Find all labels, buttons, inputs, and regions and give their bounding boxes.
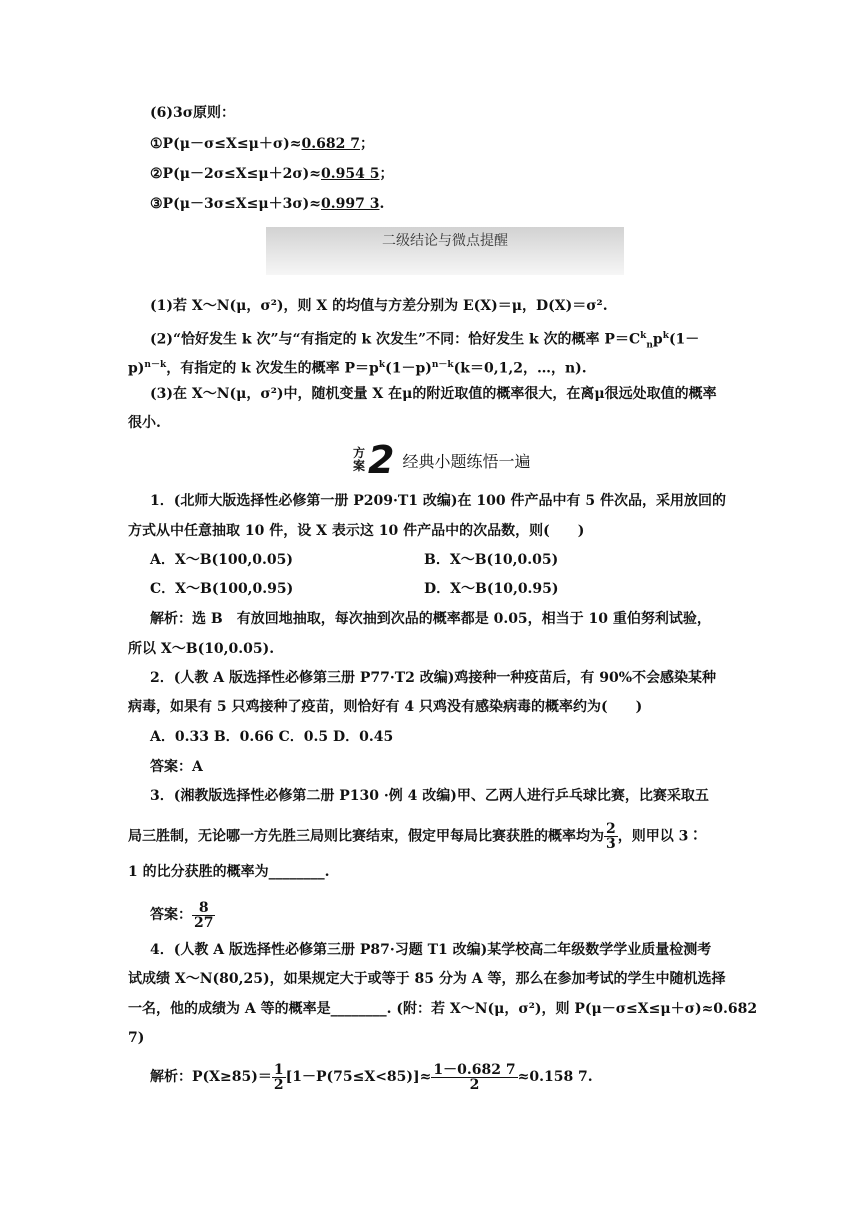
q1-analysis-line1: 解析：选 B 有放回地抽取，每次抽到次品的概率都是 0.05，相当于 10 重伯努利试验， (150, 611, 711, 627)
q4-line1: 4．(人教 A 版选择性必修第三册 P87·习题 T1 改编)某学校高二年级数学学业质量检测考 (150, 942, 712, 958)
q1-option-c: C．X～B(100,0.95) (150, 581, 294, 597)
q1-line1: 1．(北师大版选择性必修第一册 P209·T1 改编)在 100 件产品中有 5 件次品，采用放回的 (150, 493, 726, 509)
q4-fraction-half: $\frac{1}{2}$ (273, 1061, 284, 1093)
rule-3: ③P(μ－3σ≤X≤μ＋3σ)≈0.997 3. (150, 196, 385, 212)
conclusion-3-line2: 很小. (128, 415, 161, 431)
q2-answer: 答案：A (150, 759, 203, 775)
q3-line3: 1 的比分获胜的概率为________. (128, 864, 330, 880)
q2-options: A．0.33 B．0.66 C．0.5 D．0.45 (150, 729, 394, 745)
section-2-label: 方 案 (352, 446, 365, 473)
q1-option-a: A．X～B(100,0.05) (150, 552, 294, 568)
rule-1: ①P(μ－σ≤X≤μ＋σ)≈0.682 7； (150, 136, 374, 152)
q3-fraction: $\frac{2}{3}$ (606, 821, 616, 852)
q3-answer-fraction: $\frac{8}{27}$ (194, 899, 214, 931)
q4-analysis: 解析：P(X≥85)＝ $\frac{1}{2}$ [1－P(75≤X<85)]≈ $\frac{1-0.682 7}{2}$ ≈0.158 7. (150, 1061, 593, 1093)
q1-analysis-line2: 所以 X～B(10,0.05). (128, 641, 275, 657)
q4-line3: 一名，他的成绩为 A 等的概率是________. (附：若 X～N(μ，σ²)，则 P(μ－σ≤X≤μ＋σ)≈0.682 (128, 1001, 758, 1017)
q2-line2: 病毒，如果有 5 只鸡接种了疫苗，则恰好有 4 只鸡没有感染病毒的概率约为( ) (128, 699, 643, 715)
q1-option-d: D．X～B(10,0.95) (424, 581, 559, 597)
q4-fraction-result: $\frac{1-0.682 7}{2}$ (433, 1061, 516, 1093)
section-banner: 二级结论与微点提醒 (266, 227, 624, 275)
q1-line2: 方式从中任意抽取 10 件，设 X 表示这 10 件产品中的次品数，则( ) (128, 523, 585, 539)
conclusion-1: (1)若 X～N(μ，σ²)，则 X 的均值与方差分别为 E(X)＝μ，D(X)＝σ². (150, 298, 608, 314)
conclusion-2-line2: p)$^{n-k}$，有指定的 k 次发生的概率 $P=p^k(1-p)^{n-k}(k=0,1,2$，…，n). (128, 360, 587, 377)
section-2-title: 经典小题练悟一遍 (402, 451, 531, 471)
conclusion-2-line1: (2)“恰好发生 k 次”与“有指定的 k 次发生”不同：恰好发生 k 次的概率 $P=C^k_np^k(1-$ (150, 331, 700, 351)
q4-line4: 7) (128, 1030, 145, 1046)
conclusion-3-line1: (3)在 X～N(μ，σ²)中，随机变量 X 在μ的附近取值的概率很大，在离μ很远处取值的概率 (150, 386, 717, 402)
section-2-heading (352, 440, 530, 480)
q4-line2: 试成绩 X～N(80,25)，如果规定大于或等于 85 分为 A 等，那么在参加考试的学生中随机选择 (128, 971, 726, 987)
q2-line1: 2．(人教 A 版选择性必修第三册 P77·T2 改编)鸡接种一种疫苗后，有 90%不会感染某种 (150, 670, 717, 686)
q3-line2: 局三胜制，无论哪一方先胜三局则比赛结束，假定甲每局比赛获胜的概率均为 $\frac{2}{3}$ ，则甲以 3∶ (128, 821, 703, 852)
q1-option-b: B．X～B(10,0.05) (424, 552, 559, 568)
q3-answer: 答案： $\frac{8}{27}$ (150, 899, 214, 931)
q3-line1: 3．(湘教版选择性必修第二册 P130 ·例 4 改编)甲、乙两人进行乒乓球比赛，比赛采取五 (150, 788, 709, 804)
section-2-number: 2 (368, 438, 395, 482)
rule-heading: (6)3σ原则： (150, 105, 236, 121)
rule-2: ②P(μ－2σ≤X≤μ＋2σ)≈0.954 5； (150, 166, 394, 182)
